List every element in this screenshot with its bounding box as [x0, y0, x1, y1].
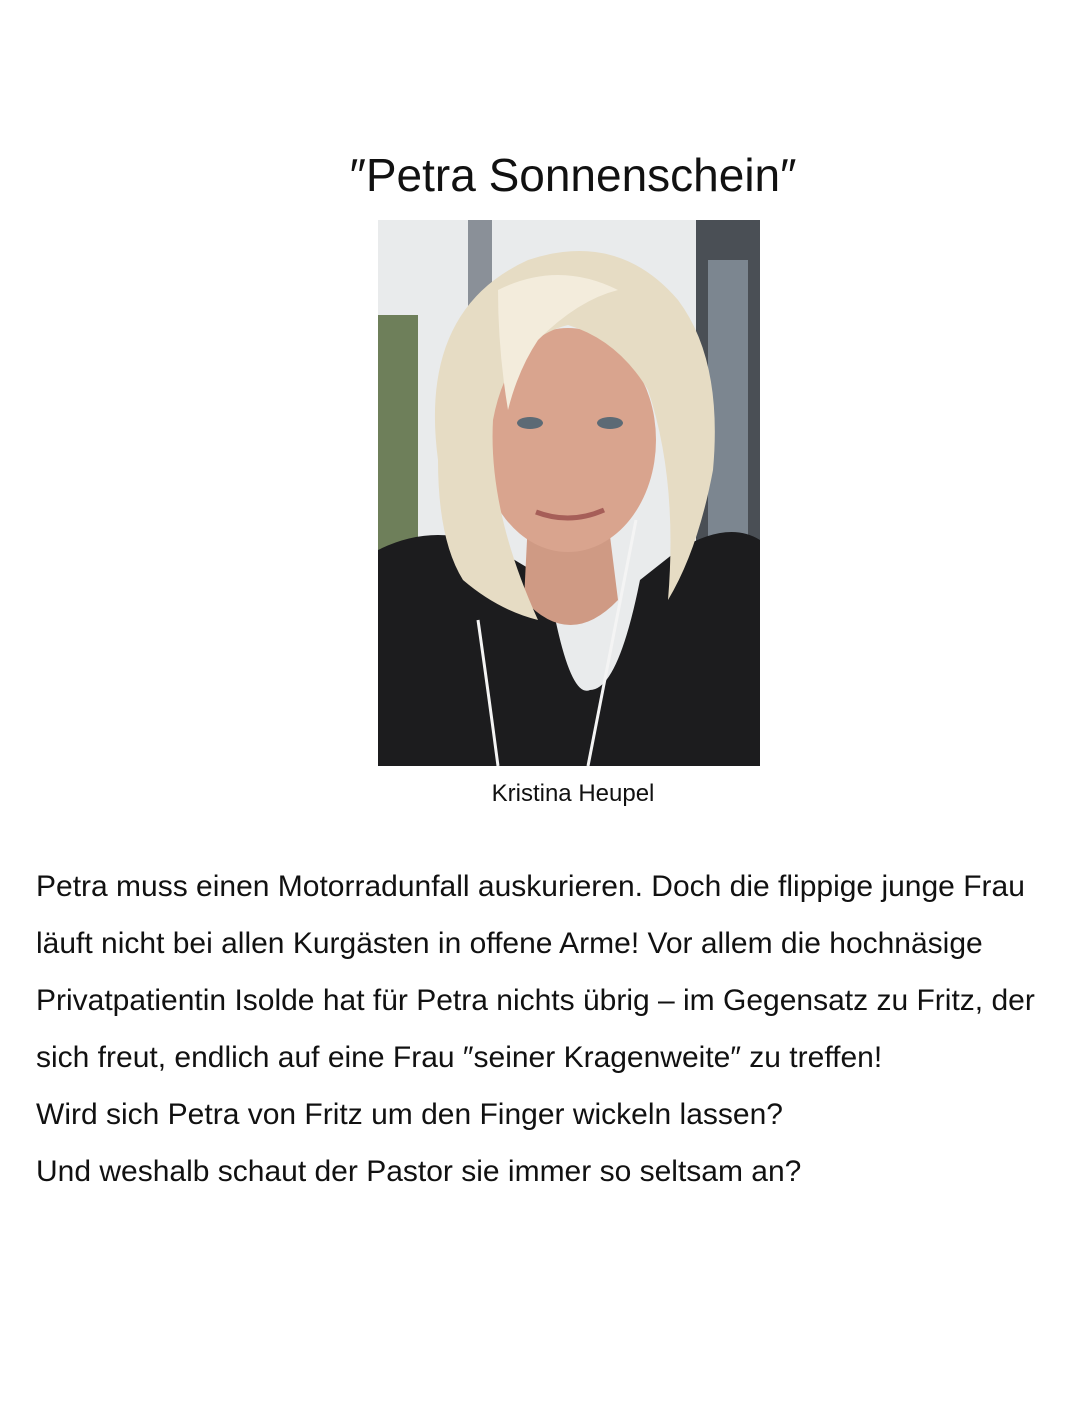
photo-eye-right — [597, 417, 623, 429]
author-photo — [378, 220, 760, 766]
photo-eye-left — [517, 417, 543, 429]
book-blurb — [36, 858, 1066, 1200]
blurb-paragraph: Petra muss einen Motorradunfall auskurieren. Doch die flippige junge Frau läuft nicht bei allen Kurgästen in offene Arme! Vor allem die hochnäsige Privatpatientin Isolde hat für Petra nichts übrig – im Gegensatz zu Fritz, der sich freut, endlich auf eine Frau ″seiner Kragenweite″ zu treffen! — [36, 870, 1035, 1074]
page-title: ″Petra Sonnenschein″ — [349, 149, 797, 201]
blurb-question-2: Und weshalb schaut der Pastor sie immer so seltsam an? — [36, 1155, 802, 1188]
photo-caption: Kristina Heupel — [491, 780, 655, 807]
blurb-question-1: Wird sich Petra von Fritz um den Finger wickeln lassen? — [36, 1098, 783, 1131]
